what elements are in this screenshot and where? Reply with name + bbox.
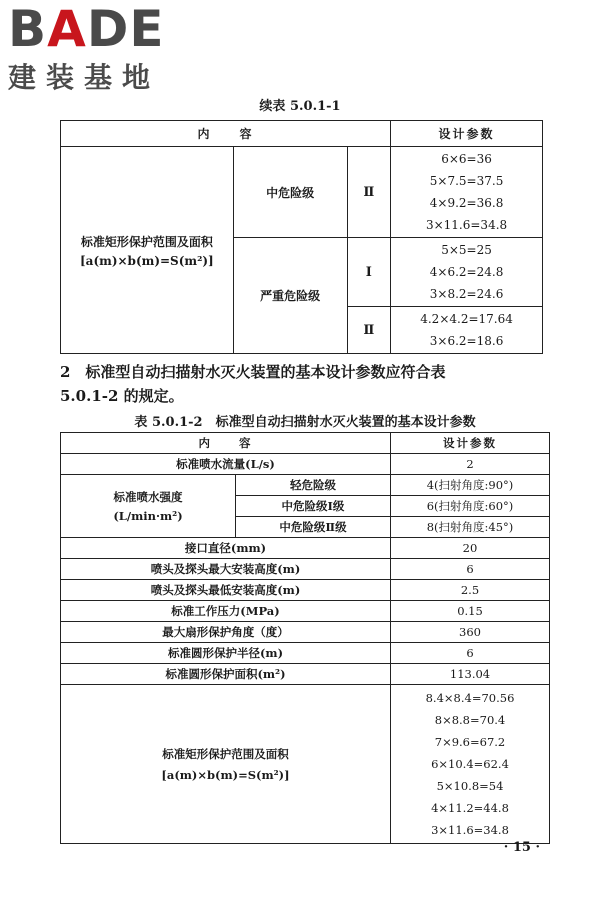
param-value: 7×9.6=67.2 [434, 735, 506, 749]
table2 [60, 432, 550, 844]
table2-intensity-label [61, 475, 236, 538]
table2-row-label: 喷头及探头最低安装高度(m) [61, 580, 391, 601]
table2-row-value: 0.15 [391, 601, 550, 622]
table2-header-params: 设计参数 [391, 433, 550, 454]
table1-group2-label: 严重危险级 [233, 238, 347, 354]
table2-flow-value: 2 [391, 454, 550, 475]
param-value: 4×6.2=24.8 [429, 265, 504, 279]
table2-row-label: 标准圆形保护面积(m²) [61, 664, 391, 685]
logo-letter-accent: A [47, 0, 87, 58]
table2-intensity-value: 8(扫射角度:45°) [391, 517, 550, 538]
brand-logo [8, 0, 198, 96]
table1 [60, 120, 543, 354]
table2-rect-values [391, 685, 550, 844]
table2-rect-label-line2: [a(m)×b(m)=S(m²)] [161, 768, 290, 782]
param-value: 3×11.6=34.8 [431, 823, 509, 837]
paragraph-line1: 2 标准型自动扫描射水灭火装置的基本设计参数应符合表 [60, 363, 446, 381]
table2-row-value: 113.04 [391, 664, 550, 685]
paragraph-line2: 5.0.1-2 的规定。 [60, 387, 184, 405]
param-value: 6×6=36 [441, 152, 492, 166]
table1-group2-class1: Ⅰ [347, 238, 391, 307]
param-value: 6×10.4=62.4 [431, 757, 509, 771]
table2-rect-label-line1: 标准矩形保护范围及面积 [162, 747, 289, 761]
table2-row-label: 最大扇形保护角度（度） [61, 622, 391, 643]
table1-group2-class2: Ⅱ [347, 307, 391, 354]
table2-intensity-label-line2: (L/min·m²) [113, 509, 183, 523]
table1-row-label-line2: [a(m)×b(m)=S(m²)] [80, 253, 214, 268]
table1-row-label [61, 147, 234, 354]
table2-row-label: 喷头及探头最大安装高度(m) [61, 559, 391, 580]
table1-group2-values2 [391, 307, 543, 354]
table1-group1-class: Ⅱ [347, 147, 391, 238]
table1-group2-values1 [391, 238, 543, 307]
table2-row-label: 接口直径(mm) [61, 538, 391, 559]
param-value: 4×11.2=44.8 [431, 801, 509, 815]
table1-caption: 续表 5.0.1-1 [259, 99, 341, 114]
param-value: 8×8.8=70.4 [434, 713, 506, 727]
param-value: 3×11.6=34.8 [425, 218, 508, 232]
table2-flow-label: 标准喷水流量(L/s) [61, 454, 391, 475]
table2-row-label: 标准工作压力(MPa) [61, 601, 391, 622]
table2-intensity-level: 轻危险级 [236, 475, 391, 496]
table2-intensity-value: 6(扫射角度:60°) [391, 496, 550, 517]
table2-row-value: 360 [391, 622, 550, 643]
table1-header-content: 内 容 [61, 121, 391, 147]
table2-row-value: 6 [391, 643, 550, 664]
logo-wordmark [8, 0, 198, 58]
table1-header-params: 设计参数 [391, 121, 543, 147]
param-value: 5×5=25 [441, 243, 492, 257]
table2-row-value: 20 [391, 538, 550, 559]
table2-row-value: 2.5 [391, 580, 550, 601]
table2-intensity-level: 中危险级Ⅱ级 [236, 517, 391, 538]
param-value: 4.2×4.2=17.64 [420, 312, 513, 326]
table2-header-content: 内 容 [61, 433, 391, 454]
table1-group1-label: 中危险级 [233, 147, 347, 238]
param-value: 4×9.2=36.8 [429, 196, 504, 210]
table2-rect-label [61, 685, 391, 844]
param-value: 5×7.5=37.5 [429, 174, 504, 188]
param-value: 8.4×8.4=70.56 [425, 691, 515, 705]
table2-caption: 表 5.0.1-2 标准型自动扫描射水灭火装置的基本设计参数 [134, 415, 476, 430]
logo-subtitle: 建装基地 [8, 61, 161, 94]
table1-row-label-line1: 标准矩形保护范围及面积 [80, 234, 213, 249]
table2-intensity-label-line1: 标准喷水强度 [113, 490, 183, 504]
param-value: 3×6.2=18.6 [429, 334, 504, 348]
param-value: 3×8.2=24.6 [429, 287, 504, 301]
logo-letter: B [8, 0, 48, 58]
logo-letters: DE [86, 0, 165, 58]
table2-intensity-value: 4(扫射角度:90°) [391, 475, 550, 496]
table1-group1-values [391, 147, 543, 238]
table2-row-value: 6 [391, 559, 550, 580]
table2-row-label: 标准圆形保护半径(m) [61, 643, 391, 664]
param-value: 5×10.8=54 [436, 779, 504, 793]
page-number: · 15 · [503, 840, 540, 855]
table2-intensity-level: 中危险级Ⅰ级 [236, 496, 391, 517]
